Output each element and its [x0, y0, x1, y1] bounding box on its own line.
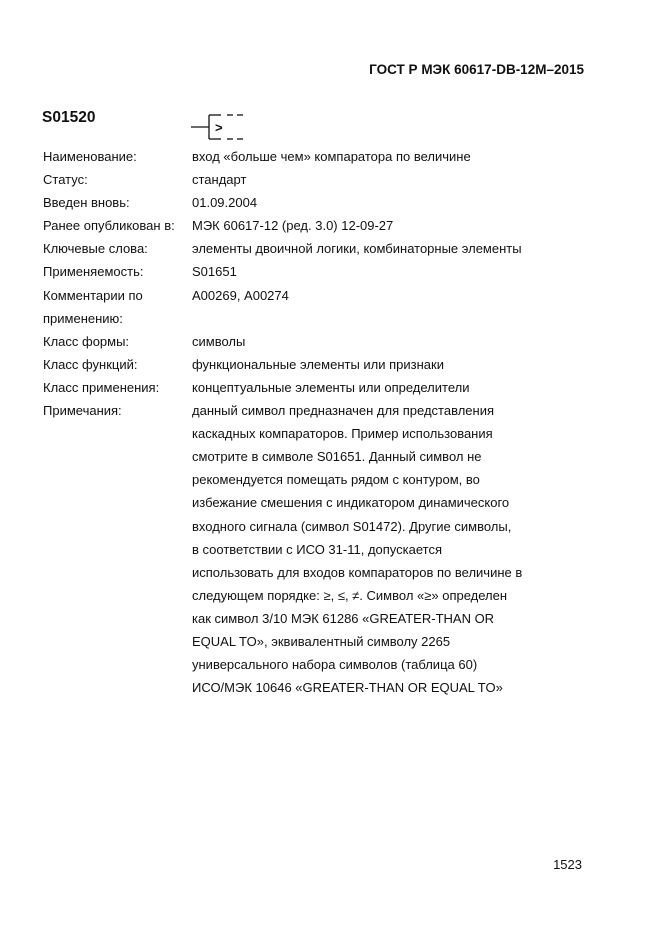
attribute-row	[43, 237, 552, 260]
attribute-value-line: вход «больше чем» компаратора по величине	[192, 149, 471, 164]
page-number: 1523	[553, 857, 582, 872]
attribute-row	[43, 284, 552, 330]
attribute-value	[192, 191, 552, 214]
attribute-label: Класс формы:	[43, 333, 130, 349]
attribute-row	[43, 191, 552, 214]
attribute-value	[192, 376, 552, 399]
attribute-value-line: как символ 3/10 МЭК 61286 «GREATER-THAN OR	[192, 610, 495, 626]
attribute-table	[43, 145, 552, 699]
attribute-label: Наименование:	[43, 149, 137, 164]
attribute-row	[43, 399, 552, 699]
attribute-value-line: рекомендуется помещать рядом с контуром, во	[192, 472, 480, 488]
attribute-value-line: элементы двоичной логики, комбинаторные элементы	[192, 241, 522, 257]
attribute-value-line: входного сигнала (символ S01472). Другие символы,	[192, 518, 512, 534]
symbol-code: S01520	[42, 109, 96, 126]
attribute-label: Ключевые слова:	[43, 241, 148, 257]
attribute-row	[43, 168, 552, 191]
attribute-value-line: стандарт	[192, 172, 247, 188]
attribute-row	[43, 353, 552, 376]
attribute-value	[192, 399, 552, 699]
attribute-value-line: символы	[192, 333, 246, 349]
attribute-label: Введен вновь:	[43, 195, 130, 211]
attribute-value-line: в соответствии с ИСО 31-11, допускается	[192, 541, 443, 557]
attribute-value	[192, 214, 552, 237]
attribute-value	[192, 330, 552, 353]
attribute-row	[43, 376, 552, 399]
attribute-value	[192, 237, 552, 260]
attribute-label: Статус:	[43, 172, 88, 188]
attribute-label: Примечания:	[43, 403, 122, 419]
attribute-label: Ранее опубликован в:	[43, 218, 175, 234]
attribute-label: Класс применения:	[43, 379, 160, 395]
attribute-row	[43, 260, 552, 283]
attribute-value-line: EQUAL TO», эквивалентный символу 2265	[192, 633, 451, 649]
attribute-value-line: 01.09.2004	[192, 195, 258, 211]
attribute-value-line: А00269, А00274	[192, 287, 289, 303]
attribute-value-line: S01651	[192, 264, 237, 280]
attribute-value	[192, 145, 552, 168]
attribute-value-line: универсального набора символов (таблица 60)	[192, 657, 478, 673]
attribute-value-line: МЭК 60617-12 (ред. 3.0) 12-09-27	[192, 218, 394, 234]
symbol-glyph: >	[215, 120, 223, 135]
attribute-label: Комментарии по применению:	[43, 287, 143, 326]
attribute-value-line: каскадных компараторов. Пример использования	[192, 426, 493, 442]
attribute-value-line: использовать для входов компараторов по величине в	[192, 564, 523, 580]
attribute-value	[192, 284, 552, 330]
attribute-value	[192, 353, 552, 376]
attribute-value-line: ИСО/МЭК 10646 «GREATER-THAN OR EQUAL TO»	[192, 680, 503, 696]
attribute-value-line: избежание смешения с индикатором динамического	[192, 495, 510, 511]
attribute-value	[192, 168, 552, 191]
attribute-value-line: функциональные элементы или признаки	[192, 356, 444, 372]
attribute-label: Класс функций:	[43, 356, 138, 372]
document-header: ГОСТ Р МЭК 60617-DB-12М–2015	[369, 62, 584, 77]
attribute-row	[43, 330, 552, 353]
attribute-row	[43, 214, 552, 237]
attribute-row	[43, 145, 552, 168]
attribute-value-line: следующем порядке: ≥, ≤, ≠. Символ «≥» определен	[192, 587, 508, 603]
attribute-value-line: данный символ предназначен для представления	[192, 403, 494, 419]
attribute-label: Применяемость:	[43, 264, 144, 280]
attribute-value	[192, 260, 552, 283]
attribute-value-line: концептуальные элементы или определители	[192, 379, 470, 395]
attribute-value-line: смотрите в символе S01651. Данный символ не	[192, 449, 482, 465]
comparator-input-symbol-icon	[191, 110, 247, 144]
